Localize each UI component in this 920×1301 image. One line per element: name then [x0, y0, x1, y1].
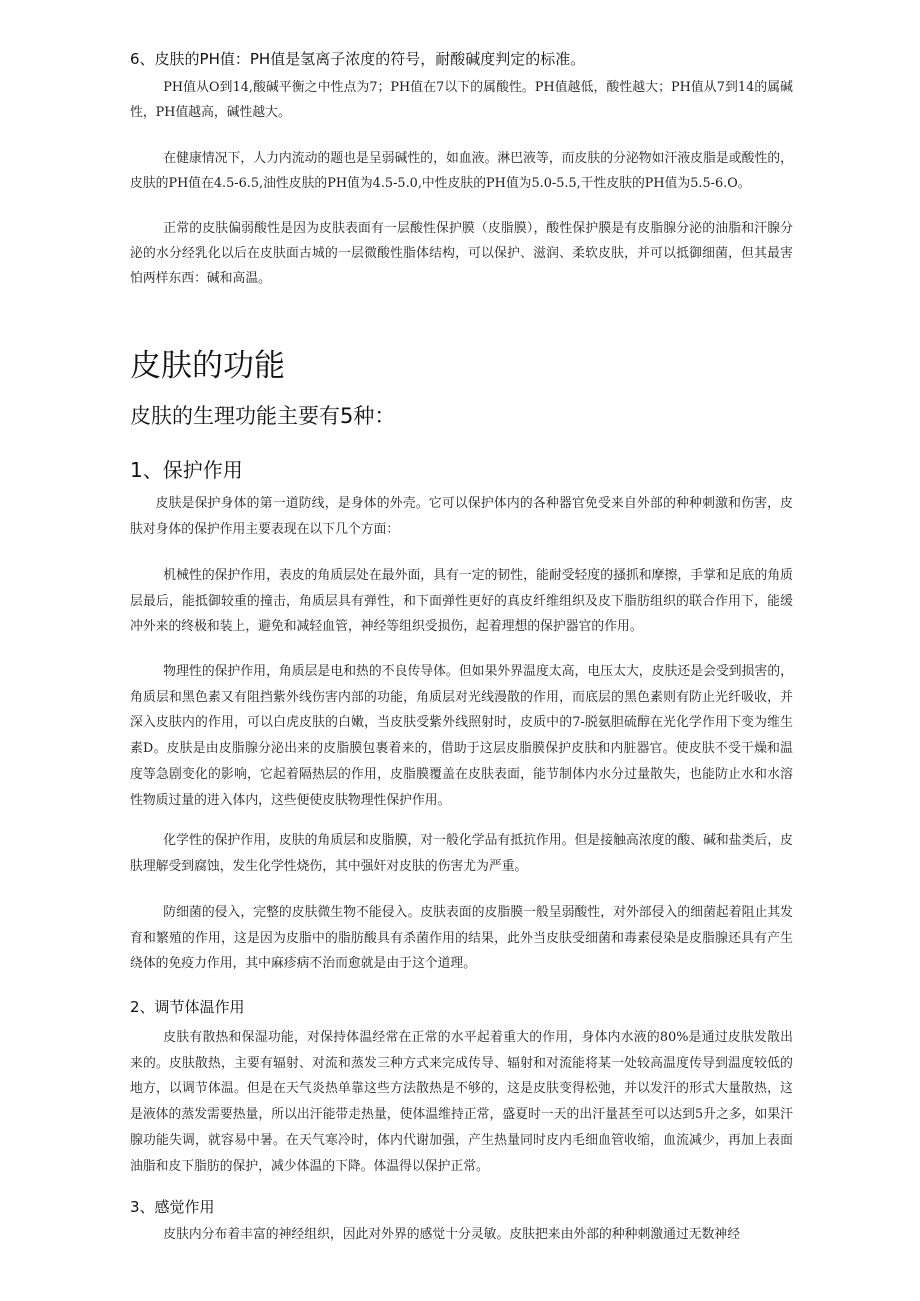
ph-paragraph-2: 在健康情况下，人力内流动的题也是呈弱碱性的，如血液。淋巴液等，而皮肤的分泌物如汗液皮脂是或酸性的，皮肤的PH值在4.5-6.5,油性皮肤的PH值为4.5-5.0,中性皮肤的PH值为5.0-5.5,干性皮肤的PH值为5.5-6.O。 — [130, 151, 793, 191]
ph-paragraph-3: 正常的皮肤偏弱酸性是因为皮肤表面有一层酸性保护膜（皮脂膜），酸性保护膜是有皮脂腺分泌的油脂和汗腺分泌的水分经乳化以后在皮肤面古城的一层微酸性脂体结构，可以保护、滋润、柔软皮肤，并可以抵御细菌，但其最害怕两样东西：碱和高温。 — [130, 221, 793, 286]
protection-chemical: 化学性的保护作用，皮肤的角质层和皮脂膜，对一般化学品有抵抗作用。但是接触高浓度的酸、碱和盐类后，皮肤理解受到腐蚀，发生化学性烧伤，其中强奸对皮肤的伤害尤为严重。 — [130, 833, 793, 874]
ph-heading: 6、皮肤的PH值：PH值是氢离子浓度的符号，耐酸碱度判定的标准。 — [130, 50, 586, 68]
skin-function-title: 皮肤的功能 — [130, 348, 285, 384]
protection-mechanical: 机械性的保护作用，表皮的角质层处在最外面，具有一定的韧性，能耐受轻度的搔抓和摩擦，手掌和足底的角质层最后，能抵御较重的撞击，角质层具有弹性，和下面弹性更好的真皮纤维组织及皮下脂肪组织的联合作用下，能缓冲外来的终极和装上，避免和减轻血管，神经等组织受损伤，起着理想的保护器官的作用。 — [130, 568, 793, 635]
protection-intro: 皮肤是保护身体的第一道防线，是身体的外壳。它可以保护体内的各种器官免受来自外部的种种刺激和伤害，皮肤对身体的保护作用主要表现在以下几个方面： — [130, 496, 793, 537]
protection-physical: 物理性的保护作用，角质层是电和热的不良传导体。但如果外界温度太高，电压太大，皮肤还是会受到损害的，角质层和黑色素又有阻挡紫外线伤害内部的功能，角质层对光线漫散的作用，而底层的黑色素则有防止光纤吸收，并深入皮肤内的作用，可以白虎皮肤的白嫩，当皮肤受紫外线照射时，皮质中的7-脱氨胆硫醇在光化学作用下变为维生素D。皮肤是由皮脂腺分泌出来的皮脂膜包裹着来的，借助于这层皮脂膜保护皮肤和内脏器官。使皮肤不受干燥和温度等急剧变化的影响，它起着隔热层的作用，皮脂膜覆盖在皮肤表面，能节制体内水分过量散失，也能防止水和水溶性物质过量的进入体内，这些便使皮肤物理性保护作用。 — [130, 664, 793, 808]
sensation-title: 3、感觉作用 — [130, 1198, 215, 1216]
protection-bacteria: 防细菌的侵入，完整的皮肤微生物不能侵入。皮肤表面的皮脂膜一般呈弱酸性，对外部侵入的细菌起着阻止其发育和繁殖的作用，这是因为皮脂中的脂肪酸具有杀菌作用的结果，此外当皮肤受细菌和毒素侵染是皮脂腺还具有产生绕体的免疫力作用，其中麻疹病不治而愈就是由于这个道理。 — [130, 905, 793, 972]
temperature-title: 2、调节体温作用 — [130, 998, 245, 1016]
protection-title: 1、保护作用 — [130, 458, 243, 482]
sensation-text: 皮肤内分布着丰富的神经组织，因此对外界的感觉十分灵敏。皮肤把来由外部的种种刺激通过无数神经 — [163, 1227, 741, 1242]
ph-paragraph-1: PH值从O到14,酸碱平衡之中性点为7；PH值在7以下的属酸性。PH值越低，酸性越大；PH值从7到14的属碱性，PH值越高，碱性越大。 — [130, 80, 793, 120]
temperature-text: 皮肤有散热和保湿功能，对保持体温经常在正常的水平起着重大的作用，身体内水液的80%是通过皮肤发散出来的。皮肤散热，主要有辐射、对流和蒸发三种方式来完成传导、辐射和对流能将某一处较高温度传导到温度较低的地方，以调节体温。但是在天气炎热单靠这些方法散热是不够的，这是皮肤变得松弛，并以发汗的形式大量散热，这是液体的蒸发需要热量，所以出汗能带走热量，使体温维持正常，盛夏时一天的出汗量甚至可以达到5升之多，如果汗腺功能失调，就容易中暑。在天气寒冷时，体内代谢加强，产生热量同时皮内毛细血管收缩，血流减少，再加上表面油脂和皮下脂肪的保护，减少体温的下降。体温得以保护正常。 — [130, 1030, 793, 1174]
skin-function-subtitle: 皮肤的生理功能主要有5种： — [130, 404, 396, 428]
